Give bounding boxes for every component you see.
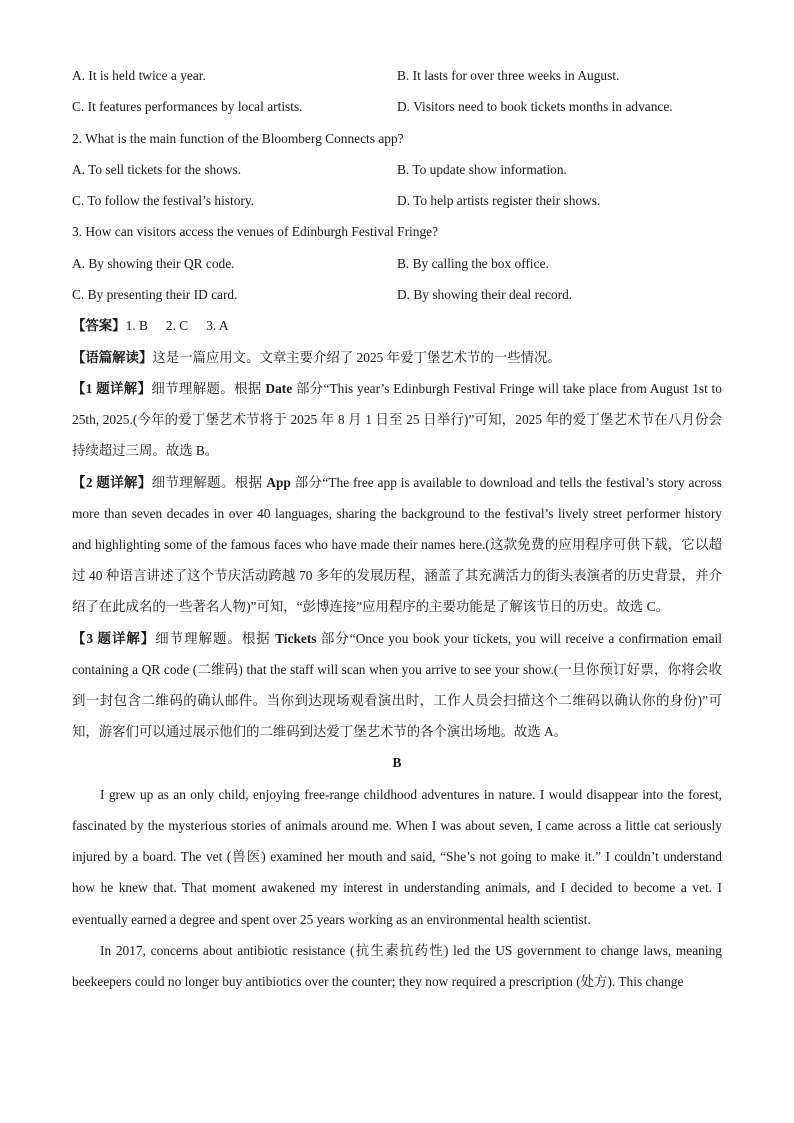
q2-option-b: B. To update show information. — [397, 161, 567, 177]
q2-option-a: A. To sell tickets for the shows. — [72, 161, 242, 177]
detail-3-label: 【3 题详解】 — [72, 630, 156, 646]
analysis-line — [72, 342, 722, 373]
answer-item-1: 1. B — [125, 318, 148, 334]
analysis-label: 【语篇解读】 — [72, 349, 153, 365]
detail-3-text: 部分“Once you book your tickets, you will receive a confirmation email containing a QR code (二维码) that the staff will scan when you arrive to see your show.(一旦你预订好票，你将会收到一封包含二维码的确认邮件。当你到达现场观看演出时，工作人员会扫描这个二维码以确认你的身份)”可知，游客们可以通过展示他们的二维码到达爱丁堡艺术节的各个演出场地。故选 A。 — [72, 630, 722, 740]
detail-2-label: 【2 题详解】 — [72, 474, 152, 490]
q1-option-c: C. It features performances by local artists. — [72, 99, 303, 115]
detail-1-pre: 细节理解题。根据 — [151, 380, 266, 396]
detail-1-label: 【1 题详解】 — [72, 380, 152, 396]
detail-2-key: App — [266, 474, 291, 490]
detail-2-pre: 细节理解题。根据 — [151, 474, 267, 490]
passage-paragraph-1: I grew up as an only child, enjoying free-range childhood adventures in nature. I would disappear into the forest, fascinated by the mysterious stories of animals around me. When I was about seven, I came across a little cat seriously injured by a board. The vet (兽医) examined her mouth and said, “She’s not going to make it.” I couldn’t understand how he knew that. That moment awakened my interest in understanding animals, and I decided to become a vet. I eventually earned a degree and spent over 25 years working as an environmental health scientist. — [72, 786, 722, 927]
passage-paragraph-2: In 2017, concerns about antibiotic resistance (抗生素抗药性) led the US government to change laws, meaning beekeepers could no longer buy antibiotics over the counter; they now required a prescription (处方). This change — [72, 942, 722, 989]
q3-option-a: A. By showing their QR code. — [72, 255, 235, 271]
q2-option-c: C. To follow the festival’s history. — [72, 193, 255, 209]
q3-option-c: C. By presenting their ID card. — [72, 287, 238, 303]
q2-options-row-2 — [72, 185, 722, 216]
q1-option-d: D. Visitors need to book tickets months in advance. — [397, 99, 673, 115]
detail-1-text: 部分“This year’s Edinburgh Festival Fringe will take place from August 1st to 25th, 2025.(今年的爱丁堡艺术节将于 2025 年 8 月 1 日至 25 日举行)”可知，2025 年的爱丁堡艺术节在八月份会持续超过三周。故选 B。 — [72, 380, 722, 459]
q2-options-row-1 — [72, 154, 722, 185]
q3-option-d: D. By showing their deal record. — [397, 287, 573, 303]
answer-item-2: 2. C — [165, 318, 189, 334]
detail-3-key: Tickets — [275, 630, 317, 646]
q3-options-row-1 — [72, 248, 722, 279]
q2-option-d: D. To help artists register their shows. — [397, 193, 601, 209]
detail-2 — [72, 467, 722, 623]
document-page — [72, 60, 722, 997]
q3-stem: 3. How can visitors access the venues of Edinburgh Festival Fringe? — [72, 224, 439, 240]
detail-1-key: Date — [265, 380, 293, 396]
q3-option-b: B. By calling the box office. — [397, 255, 549, 271]
analysis-text: 这是一篇应用文。文章主要介绍了 2025 年爱丁堡艺术节的一些情况。 — [152, 349, 561, 365]
q1-options-row-1 — [72, 60, 722, 91]
q2-stem: 2. What is the main function of the Bloomberg Connects app? — [72, 130, 404, 146]
q1-options-row-2 — [72, 91, 722, 122]
answer-label: 【答案】 — [72, 318, 126, 334]
detail-2-text: 部分“The free app is available to download and tells the festival’s story across more than seven decades in over 40 languages, sharing the background to the festival’s lively street performer history and highlighting some of the famous faces who have made their names here.(这款免费的应用程序可供下载，它以超过 40 种语言讲述了这个节庆活动跨越 70 多年的发展历程，涵盖了其充满活力的街头表演者的历史背景，并介绍了在此成名的一些著名人物)”可知，“彭博连接”应用程序的主要功能是了解该节日的历史。故选 C。 — [72, 474, 722, 615]
answer-item-3: 3. A — [206, 318, 229, 334]
q1-option-a: A. It is held twice a year. — [72, 68, 206, 83]
q3-options-row-2 — [72, 279, 722, 310]
answer-line — [72, 310, 722, 341]
section-title: B — [392, 755, 402, 771]
q1-option-b: B. It lasts for over three weeks in August. — [397, 68, 620, 83]
detail-3-pre: 细节理解题。根据 — [155, 630, 276, 646]
detail-3 — [72, 623, 722, 748]
detail-1 — [72, 373, 722, 467]
